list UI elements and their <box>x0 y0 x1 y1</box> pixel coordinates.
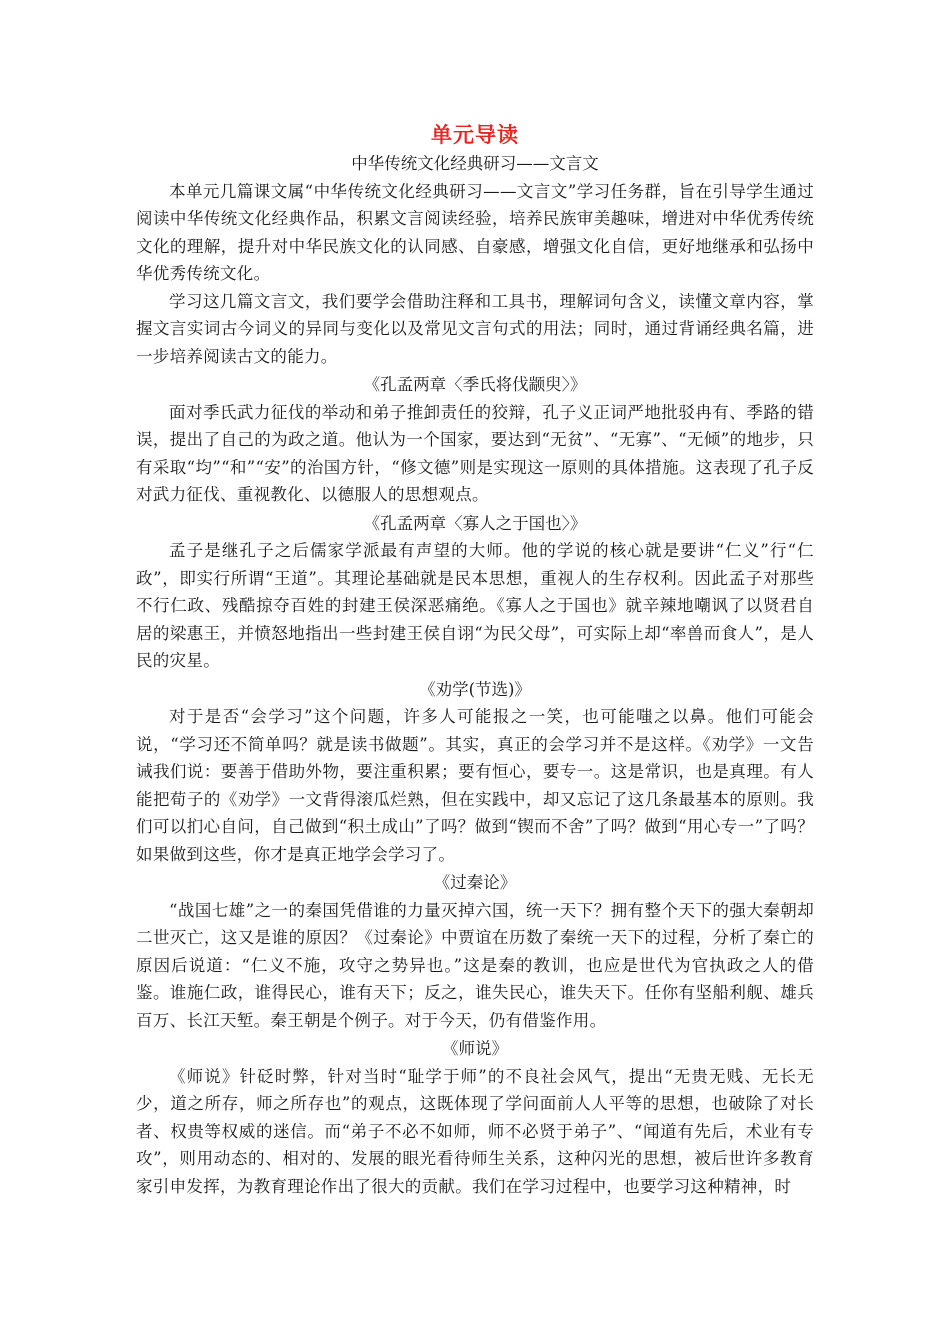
section-heading-shishuo: 《师说》 <box>442 1039 508 1058</box>
section-heading-quanxue: 《劝学(节选)》 <box>419 679 531 699</box>
document-page <box>136 118 814 1200</box>
section-text-quanxue: 对于是否“会学习”这个问题，许多人可能报之一笑，也可能嗤之以鼻。他们可能会说，“学习还不简单吗？就是读书做题”。其实，真正的会学习并不是这样。《劝学》一文告诫我们说：要善于借助外物，要注重积累；要有恒心，要专一。这是常识，也是真理。有人能把荀子的《劝学》一文背得滚瓜烂熟，但在实践中，却又忘记了这几条最基本的原则。我们可以扪心自问，自己做到“积土成山”了吗？做到“锲而不舍”了吗？做到“用心专一”了吗？如果做到这些，你才是真正地学会学习了。 <box>136 707 814 864</box>
section-text-jishi: 面对季氏武力征伐的举动和弟子推卸责任的狡辩，孔子义正词严地批驳冉有、季路的错误，提出了自己的为政之道。他认为一个国家，要达到“无贫”、“无寡”、“无倾”的地步，只有采取“均”“和”“安”的治国方针，“修文德”则是实现这一原则的具体措施。这表现了孔子反对武力征伐、重视教化、以德服人的思想观点。 <box>136 402 814 504</box>
page-title: 单元导读 <box>431 123 519 147</box>
intro-paragraph: 本单元几篇课文属“中华传统文化经典研习——文言文”学习任务群，旨在引导学生通过阅读中华传统文化经典作品，积累文言阅读经验，培养民族审美趣味，增进对中华优秀传统文化的理解，提升对中华民族文化的认同感、自豪感，增强文化自信，更好地继承和弘扬中华优秀传统文化。 <box>136 181 814 283</box>
section-heading-jishi: 《孔孟两章〈季氏将伐颛臾〉》 <box>363 375 587 394</box>
section-text-shishuo: 《师说》针砭时弊，针对当时“耻学于师”的不良社会风气，提出“无贵无贱、无长无少，道之所存，师之所存也”的观点，这既体现了学问面前人人平等的思想，也破除了对长者、权贵等权威的迷信。而“弟子不必不如师，师不必贤于弟子”、“闻道有先后，术业有专攻”，则用动态的、相对的、发展的眼光看待师生关系，这种闪光的思想，被后世许多教育家引申发挥，为教育理论作出了很大的贡献。我们在学习过程中，也要学习这种精神，时 <box>136 1066 814 1196</box>
section-text-guaren: 孟子是继孔子之后儒家学派最有声望的大师。他的学说的核心就是要讲“仁义”行“仁政”，即实行所谓“王道”。其理论基础就是民本思想，重视人的生存权利。因此孟子对那些不行仁政、残酷掠夺百姓的封建王侯深恶痛绝。《寡人之于国也》就辛辣地嘲讽了以贤君自居的梁惠王，并愤怒地指出一些封建王侯自诩“为民父母”，可实际上却“率兽而食人”，是人民的灾星。 <box>136 541 814 670</box>
section-heading-guoqinlun: 《过秦论》 <box>433 873 517 892</box>
section-text-guoqinlun: “战国七雄”之一的秦国凭借谁的力量灭掉六国，统一天下？拥有整个天下的强大秦朝却二世灭亡，这又是谁的原因？《过秦论》中贾谊在历数了秦统一天下的过程，分析了秦亡的原因后说道：“仁义不施，攻守之势异也。”这是秦的教训，也应是世代为官执政之人的借鉴。谁施仁政，谁得民心，谁有天下；反之，谁失民心，谁失天下。任你有坚船利舰、雄兵百万、长江天堑。秦王朝是个例子。对于今天，仍有借鉴作用。 <box>136 900 814 1030</box>
section-heading-guaren: 《孔孟两章〈寡人之于国也〉》 <box>363 513 587 533</box>
page-subtitle: 中华传统文化经典研习——文言文 <box>351 154 599 173</box>
intro-paragraph: 学习这几篇文言文，我们要学会借助注释和工具书，理解词句含义，读懂文章内容，掌握文言实词古今词义的异同与变化以及常见文言句式的用法；同时，通过背诵经典名篇，进一步培养阅读古文的能力。 <box>136 291 814 366</box>
